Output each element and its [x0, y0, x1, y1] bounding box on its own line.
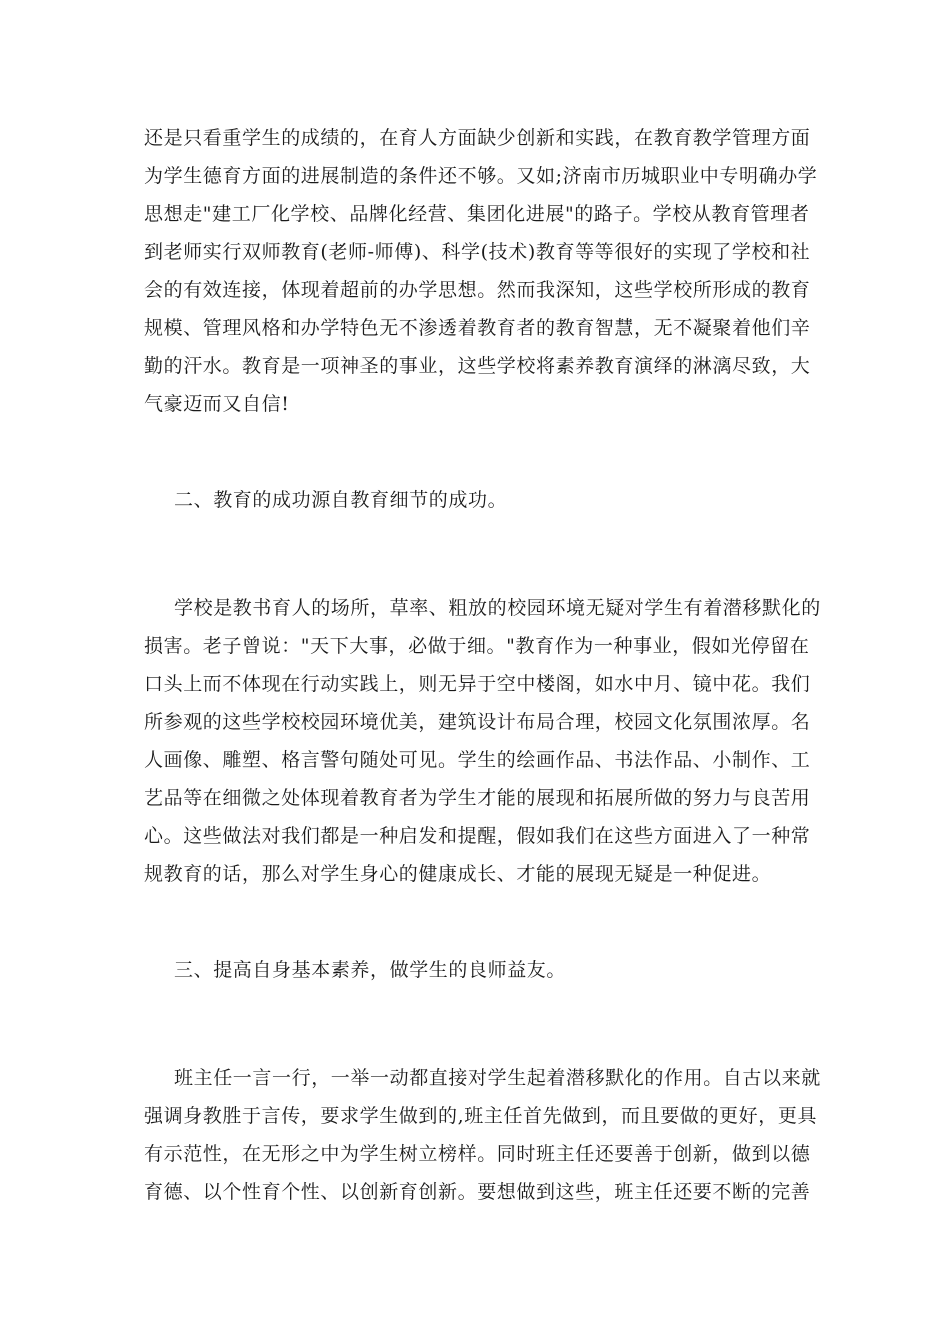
- section-heading-2: 二、教育的成功源自教育细节的成功。: [174, 489, 508, 511]
- paragraph-line: 学校是教书育人的场所，草率、粗放的校园环境无疑对学生有着潜移默化的: [174, 597, 821, 619]
- paragraph-line: 所参观的这些学校校园环境优美，建筑设计布局合理，校园文化氛围浓厚。名: [144, 711, 811, 733]
- paragraph-line: 规模、管理风格和办学特色无不渗透着教育者的教育智慧，无不凝聚着他们辛: [144, 317, 811, 339]
- paragraph-line: 人画像、雕塑、格言警句随处可见。学生的绘画作品、书法作品、小制作、工: [144, 749, 811, 771]
- paragraph-line: 口头上而不体现在行动实践上，则无异于空中楼阁，如水中月、镜中花。我们: [144, 673, 811, 695]
- paragraph-line: 班主任一言一行，一举一动都直接对学生起着潜移默化的作用。自古以来就: [174, 1067, 821, 1089]
- paragraph-line: 会的有效连接，体现着超前的办学思想。然而我深知，这些学校所形成的教育: [144, 279, 811, 301]
- paragraph-line: 育德、以个性育个性、以创新育创新。要想做到这些，班主任还要不断的完善: [144, 1181, 811, 1203]
- paragraph-line: 强调身教胜于言传，要求学生做到的,班主任首先做到，而且要做的更好，更具: [144, 1105, 818, 1127]
- section-heading-3: 三、提高自身基本素养，做学生的良师益友。: [174, 959, 567, 981]
- paragraph-line: 气豪迈而又自信!: [144, 393, 290, 415]
- paragraph-line: 还是只看重学生的成绩的，在育人方面缺少创新和实践，在教育教学管理方面: [144, 127, 811, 149]
- paragraph-line: 艺品等在细微之处体现着教育者为学生才能的展现和拓展所做的努力与良苦用: [144, 787, 811, 809]
- paragraph-line: 到老师实行双师教育(老师-师傅)、科学(技术)教育等等很好的实现了学校和社: [144, 241, 811, 263]
- paragraph-line: 规教育的话，那么对学生身心的健康成长、才能的展现无疑是一种促进。: [144, 863, 772, 885]
- paragraph-line: 损害。老子曾说："天下大事，必做于细。"教育作为一种事业，假如光停留在: [144, 635, 810, 657]
- paragraph-line: 思想走"建工厂化学校、品牌化经营、集团化进展"的路子。学校从教育管理者: [144, 203, 810, 225]
- paragraph-line: 勤的汗水。教育是一项神圣的事业，这些学校将素养教育演绎的淋漓尽致，大: [144, 355, 811, 377]
- paragraph-line: 心。这些做法对我们都是一种启发和提醒，假如我们在这些方面进入了一种常: [144, 825, 811, 847]
- paragraph-line: 为学生德育方面的进展制造的条件还不够。又如;济南市历城职业中专明确办学: [144, 165, 818, 187]
- paragraph-line: 有示范性，在无形之中为学生树立榜样。同时班主任还要善于创新，做到以德: [144, 1143, 811, 1165]
